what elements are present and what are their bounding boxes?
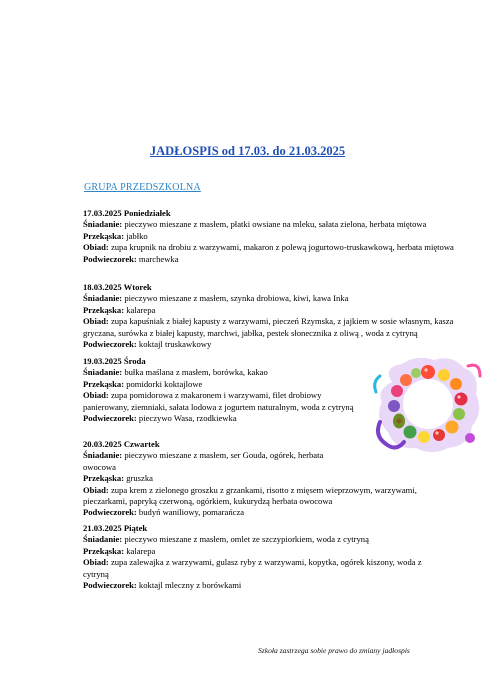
breakfast-label: Śniadanie: (83, 534, 123, 545)
tea-row (83, 339, 463, 350)
breakfast-text: pieczywo mieszane z masłem, omlet ze szczypiorkiem, woda z cytryną (122, 534, 369, 545)
footer-note: Szkoła zastrzega sobie prawo do zmiany jadłospis (258, 646, 410, 655)
snack-text: gruszka (124, 473, 153, 484)
breakfast-text: pieczywo mieszane z masłem, szynka drobiowa, kiwi, kawa Inka (122, 293, 349, 304)
lunch-text: zupa krupnik na drobiu z warzywami, makaron z polewą jogurtowo-truskawkową, herbata miętowa (108, 242, 454, 253)
snack-row (83, 546, 449, 557)
tea-row (83, 507, 461, 518)
day-header: 19.03.2025 Środa (83, 356, 146, 366)
breakfast-label: Śniadanie: (83, 450, 123, 461)
day-header: 21.03.2025 Piątek (83, 523, 148, 533)
day-section-tuesday (83, 282, 463, 350)
tea-label: Podwieczorek: (83, 339, 137, 350)
snack-label: Przekąska: (83, 545, 125, 556)
lunch-label: Obiad: (83, 316, 109, 327)
tea-label: Podwieczorek: (83, 253, 137, 264)
breakfast-row (83, 534, 449, 545)
tea-label: Podwieczorek: (83, 580, 137, 591)
breakfast-label: Śniadanie: (83, 367, 123, 378)
tea-text: koktajl truskawkowy (136, 339, 212, 350)
lunch-label: Obiad: (83, 390, 109, 401)
group-heading: GRUPA PRZEDSZKOLNA (84, 182, 201, 193)
snack-row (83, 305, 463, 316)
day-section-friday (83, 523, 449, 591)
lunch-text: zupa krem z zielonego groszku z grzankami, risotto z mięsem wieprzowym, warzywami, pieczarkami, papryką czerwoną, ogórkiem, kukurydzą herbata owocowa (83, 484, 417, 507)
snack-label: Przekąska: (83, 378, 125, 389)
day-section-wednesday (83, 356, 358, 424)
lunch-row (83, 557, 449, 580)
tea-label: Podwieczorek: (83, 413, 137, 424)
page-title: JADŁOSPIS od 17.03. do 21.03.2025 (149, 144, 346, 158)
snack-text: kalarepa (124, 304, 156, 315)
snack-row (83, 473, 461, 484)
snack-label: Przekąska: (83, 473, 125, 484)
breakfast-row (83, 219, 455, 230)
lunch-label: Obiad: (83, 557, 109, 568)
lunch-text: zupa kapuśniak z białej kapusty z warzywami, pieczeń Rzymska, z jajkiem w sosie własnym, kasza gryczana, surówka z białej kapusty, marchwi, jabłka, pestek słonecznika z oliwą , woda z cytryną (83, 316, 454, 338)
snack-text: pomidorki koktajlowe (124, 378, 203, 389)
day-header: 18.03.2025 Wtorek (83, 282, 152, 292)
breakfast-text: pieczywo mieszane z masłem, płatki owsiane na mleku, sałata zielona, herbata miętowa (122, 219, 427, 230)
day-section-monday (83, 208, 455, 265)
lunch-row (83, 390, 358, 413)
tea-text: koktajl mleczny z borówkami (136, 580, 242, 591)
tea-row (83, 580, 449, 591)
breakfast-label: Śniadanie: (83, 293, 123, 304)
breakfast-row (83, 367, 358, 378)
fruit-wreath-icon (372, 352, 484, 456)
snack-text: jabłko (124, 230, 148, 241)
tea-text: marchewka (136, 253, 179, 264)
lunch-text: zupa zalewajka z warzywami, gulasz ryby z warzywami, kopytka, ogórek kiszony, woda z cytryną (83, 557, 422, 579)
breakfast-row (83, 450, 343, 473)
day-header: 17.03.2025 Poniedziałek (83, 208, 171, 218)
lunch-row (83, 485, 461, 508)
snack-label: Przekąska: (83, 304, 125, 315)
breakfast-text: bułka maślana z masłem, borówka, kakao (122, 367, 268, 378)
lunch-label: Obiad: (83, 242, 109, 253)
breakfast-label: Śniadanie: (83, 219, 123, 230)
tea-row (83, 413, 358, 424)
snack-row (83, 231, 455, 242)
snack-row (83, 379, 358, 390)
lunch-row (83, 316, 463, 339)
tea-row (83, 254, 455, 265)
snack-label: Przekąska: (83, 230, 125, 241)
tea-text: budyń waniliowy, pomarańcza (136, 507, 245, 518)
breakfast-text: pieczywo mieszane z masłem, ser Gouda, ogórek, herbata owocowa (83, 450, 324, 472)
lunch-label: Obiad: (83, 484, 109, 495)
breakfast-row (83, 293, 463, 304)
tea-text: pieczywo Wasa, rzodkiewka (136, 413, 237, 424)
lunch-row (83, 242, 455, 253)
lunch-text: zupa pomidorowa z makaronem i warzywami, filet drobiowy panierowany, ziemniaki, sałata lodowa z jogurtem naturalnym, woda z cytryną (83, 390, 354, 412)
tea-label: Podwieczorek: (83, 507, 137, 518)
snack-text: kalarepa (124, 545, 156, 556)
day-header: 20.03.2025 Czwartek (83, 439, 160, 449)
